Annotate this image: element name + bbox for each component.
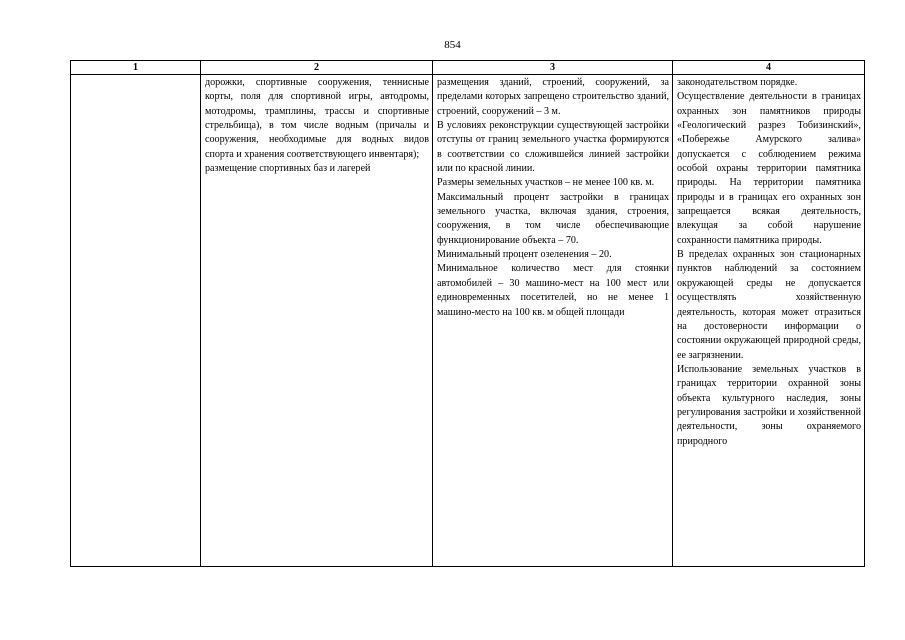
col3-paragraph: Максимальный процент застройки в границах земельного участка, включая здания, строения, сооружения, в том числе обеспечивающие функционирование объекта – 70. [437,191,669,246]
column-header-2: 2 [201,61,433,75]
col4-paragraph: Осуществление деятельности в границах охранных зон памятников природы «Геологический разрез Тобизинский», «Побережье Амурского залива» допускается с соблюдением режима особой охраны территории памятника природы. На территории памятника природы и в границах его охранных зон запрещается всякая деятельность, влекущая за собой нарушение сохранности памятника природы. [677,91,861,246]
cell-col1 [71,75,201,567]
table-row [71,75,865,567]
table-header-row [71,61,865,75]
col3-paragraph: В условиях реконструкции существующей застройки отступы от границ земельного участка формируются в соответствии со сложившейся линией застройки или по красной линии. [437,120,669,175]
page-number: 854 [444,39,461,51]
cell-col4 [673,75,865,567]
column-header-4: 4 [673,61,865,75]
col3-paragraph: Размеры земельных участков – не менее 100 кв. м. [437,177,655,189]
column-header-3: 3 [433,61,673,75]
col3-paragraph: Минимальный процент озеленения – 20. [437,249,612,261]
col2-paragraph: размещение спортивных баз и лагерей [205,163,371,175]
column-header-1: 1 [71,61,201,75]
regulations-table [70,60,865,567]
col4-paragraph: законодательством порядке. [677,77,798,88]
col3-paragraph: Минимальное количество мест для стоянки автомобилей – 30 машино-мест на 100 мест или единовременных посетителей, но не менее 1 машино-место на 100 кв. м общей площади [437,263,669,318]
col2-paragraph: дорожки, спортивные сооружения, теннисные корты, поля для спортивной игры, автодромы, мотодромы, трамплины, трассы и спортивные стрельбища), в том числе водным (причалы и сооружения, необходимые для водных видов спорта и хранения соответствующего инвентаря); [205,77,429,160]
col4-paragraph: Использование земельных участков в границах территории охранной зоны объекта культурного наследия, зоны регулирования застройки и хозяйственной деятельности, зоны охраняемого природного [677,363,861,447]
cell-col3 [433,75,673,567]
col3-paragraph: размещения зданий, строений, сооружений, за пределами которых запрещено строительство зданий, строений, сооружений – 3 м. [437,77,669,117]
col4-paragraph: В пределах охранных зон стационарных пунктов наблюдений за состоянием окружающей среды не допускается осуществлять хозяйственную деятельность, которая может отразиться на достоверности информации о состоянии окружающей природной среды, ее загрязнении. [677,249,861,361]
cell-col2 [201,75,433,567]
